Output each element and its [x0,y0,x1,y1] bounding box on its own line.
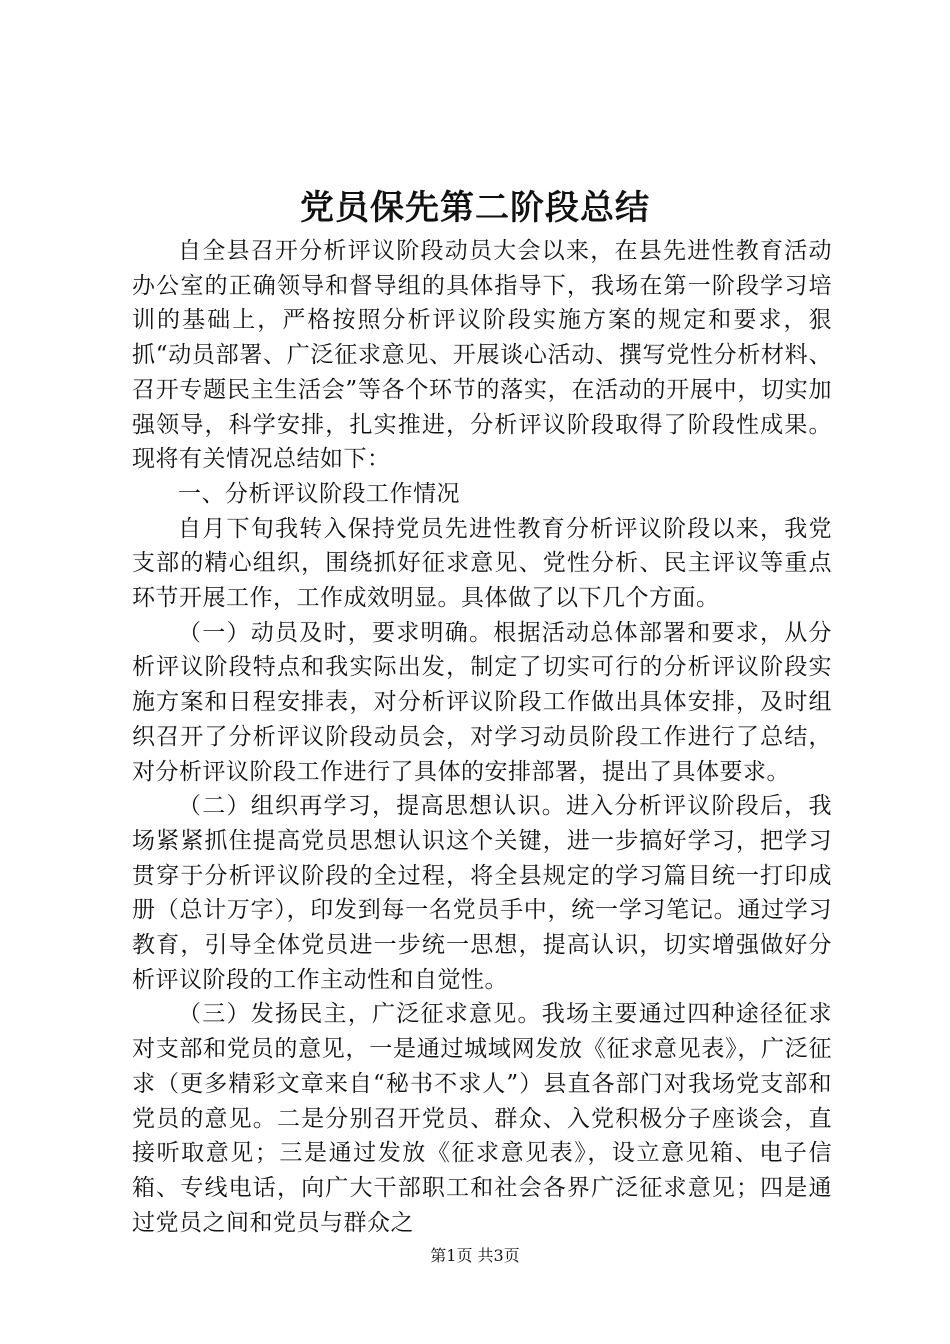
document-body [132,234,832,1240]
item-two-paragraph: （二）组织再学习，提高思想认识。进入分析评议阶段后，我场紧紧抓住提高党员思想认识这个关键，进一步搞好学习，把学习贯穿于分析评议阶段的全过程，将全县规定的学习篇目统一打印成册（总计万字），印发到每一名党员手中，统一学习笔记。通过学习教育，引导全体党员进一步统一思想，提高认识，切实增强做好分析评议阶段的工作主动性和自觉性。 [132,793,832,993]
intro-paragraph: 自全县召开分析评议阶段动员大会以来，在县先进性教育活动办公室的正确领导和督导组的具体指导下，我场在第一阶段学习培训的基础上，严格按照分析评议阶段实施方案的规定和要求，狠抓“动员部署、广泛征求意见、开展谈心活动、撰写党性分析材料、召开专题民主生活会”等各个环节的落实，在活动的开展中，切实加强领导，科学安排，扎实推进，分析评议阶段取得了阶段性成果。现将有关情况总结如下： [132,238,832,473]
item-one-paragraph: （一）动员及时，要求明确。根据活动总体部署和要求，从分析评议阶段特点和我实际出发，制定了切实可行的分析评议阶段实施方案和日程安排表，对分析评议阶段工作做出具体安排，及时组织召开了分析评议阶段动员会，对学习动员阶段工作进行了总结，对分析评议阶段工作进行了具体的安排部署，提出了具体要求。 [132,619,832,785]
section-heading: 一、分析评议阶段工作情况 [178,480,460,507]
item-three-paragraph: （三）发扬民主，广泛征求意见。我场主要通过四种途径征求对支部和党员的意见，一是通过城域网发放《征求意见表》，广泛征求（更多精彩文章来自“秘书不求人”）县直各部门对我场党支部和党员的意见。二是分别召开党员、群众、入党积极分子座谈会，直接听取意见；三是通过发放《征求意见表》，设立意见箱、电子信箱、专线电话，向广大干部职工和社会各界广泛征求意见；四是通过党员之间和党员与群众之 [132,1001,832,1236]
document-title: 党员保先第二阶段总结 [300,188,650,228]
section-intro-paragraph: 自月下旬我转入保持党员先进性教育分析评议阶段以来，我党支部的精心组织，围绕抓好征求意见、党性分析、民主评议等重点环节开展工作，工作成效明显。具体做了以下几个方面。 [132,515,832,612]
page-number-footer: 第1页 共3页 [430,1246,520,1265]
